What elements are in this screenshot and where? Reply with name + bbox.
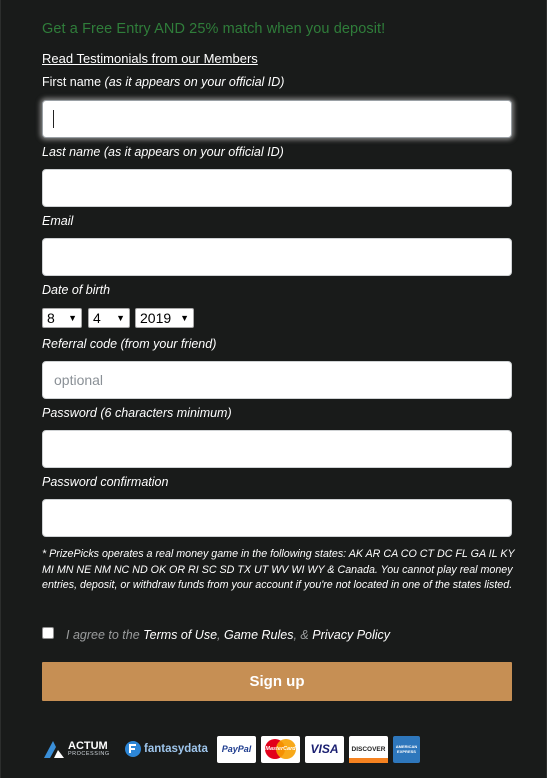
game-rules-link[interactable]: Game Rules <box>224 628 294 642</box>
last-name-field[interactable] <box>42 169 512 207</box>
fantasydata-name: fantasydata <box>144 743 208 755</box>
fantasydata-logo <box>124 734 216 764</box>
agree-prefix: I agree to the <box>66 628 140 642</box>
chevron-down-icon: ▼ <box>180 313 189 323</box>
privacy-link[interactable]: Privacy Policy <box>312 628 391 642</box>
agree-checkbox[interactable] <box>42 627 54 639</box>
text-caret <box>53 110 54 128</box>
discover-stripe <box>349 758 388 763</box>
dob-year-select[interactable] <box>135 308 194 328</box>
password-confirm-label: Password confirmation <box>42 475 169 489</box>
visa-logo <box>305 734 344 764</box>
amex-logo <box>393 734 420 764</box>
dob-label: Date of birth <box>42 283 111 297</box>
mastercard-card <box>261 736 300 763</box>
dob-day-select[interactable] <box>88 308 130 328</box>
amex-card: AMERICAN EXPRESS <box>393 736 420 763</box>
fantasydata-mark-icon <box>124 740 142 758</box>
actum-mark-icon <box>42 739 66 759</box>
agree-sep2: , & <box>293 628 309 642</box>
mastercard-name: MasterCard <box>265 746 296 752</box>
states-disclaimer: * PrizePicks operates a real money game in the following states: AK AR CA CO CT DC FL GA IL KY MI MN NE NM NC ND OK OR RI SC SD TX UT WV WI WY & Canada. You cannot play real money entries, deposit, or withdraw funds from your account if you're not located in one of the states listed. <box>42 548 515 591</box>
dob-day-value: 4 <box>93 310 101 326</box>
referral-label: Referral code (from your friend) <box>42 337 217 351</box>
last-name-label: Last name (as it appears on your official ID) <box>42 145 284 159</box>
password-confirm-field[interactable] <box>42 499 512 537</box>
first-name-field[interactable] <box>42 100 512 138</box>
mastercard-logo <box>261 734 300 764</box>
actum-sub: PROCESSING <box>68 750 110 757</box>
dob-month-select[interactable] <box>42 308 82 328</box>
first-name-label-note: (as it appears on your official ID) <box>104 75 285 89</box>
dob-month-value: 8 <box>47 310 55 326</box>
payment-logos <box>42 734 442 764</box>
agree-sep1: , <box>217 628 221 642</box>
discover-name: DISCOVER <box>351 745 386 753</box>
actum-logo <box>42 734 114 764</box>
email-label: Email <box>42 214 74 228</box>
signup-button[interactable]: Sign up <box>42 662 512 701</box>
discover-logo <box>349 734 388 764</box>
password-label: Password (6 characters minimum) <box>42 406 232 420</box>
password-field[interactable] <box>42 430 512 468</box>
actum-name: ACTUM <box>68 739 108 752</box>
agree-text <box>66 628 390 642</box>
email-field[interactable] <box>42 238 512 276</box>
testimonials-link[interactable]: Read Testimonials from our Members <box>42 51 258 66</box>
paypal-card: PayPal <box>217 736 256 763</box>
first-name-label <box>42 75 284 89</box>
dob-year-value: 2019 <box>140 310 172 326</box>
discover-card <box>349 736 388 763</box>
promo-text: Get a Free Entry AND 25% match when you deposit! <box>42 21 386 37</box>
first-name-label-text: First name <box>42 75 102 89</box>
chevron-down-icon: ▼ <box>116 313 125 323</box>
chevron-down-icon: ▼ <box>68 313 77 323</box>
paypal-logo <box>217 734 256 764</box>
referral-field[interactable] <box>42 361 512 399</box>
terms-link[interactable]: Terms of Use <box>143 628 218 642</box>
visa-card: VISA <box>305 736 344 763</box>
